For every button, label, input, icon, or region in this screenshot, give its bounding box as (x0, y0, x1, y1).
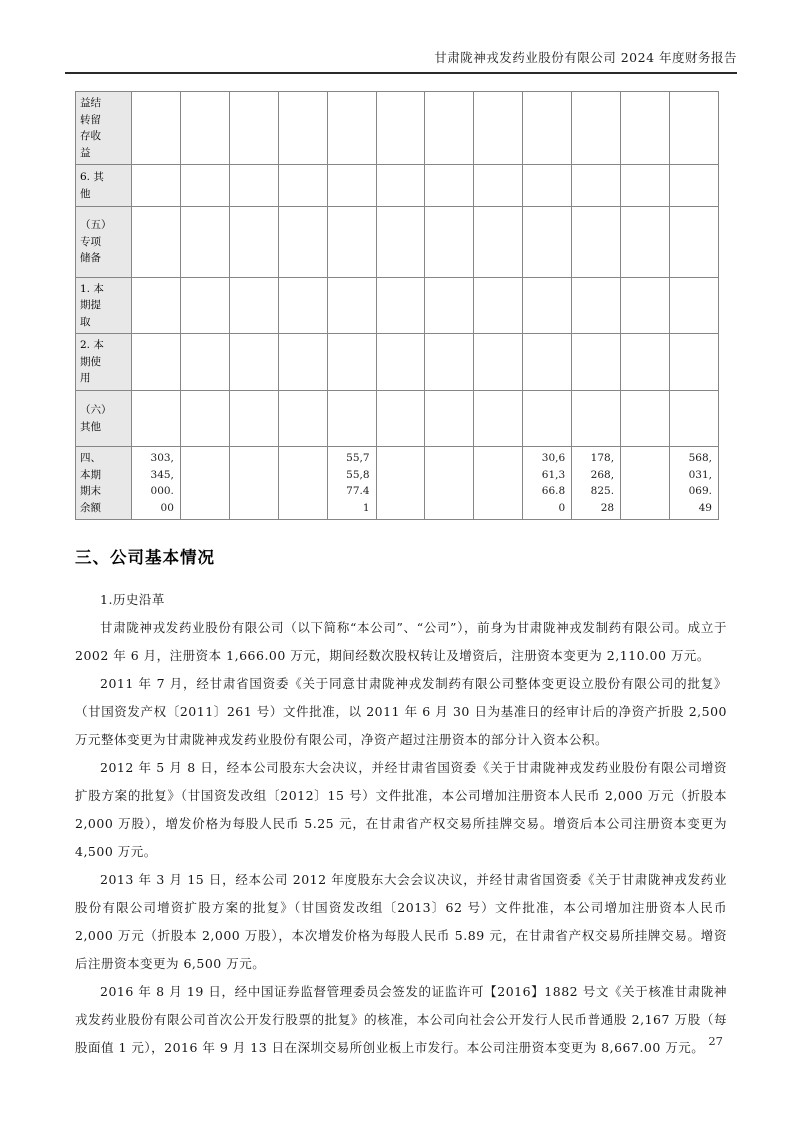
page-header (65, 50, 737, 74)
table-cell (327, 334, 376, 391)
table-cell (132, 391, 181, 447)
body-paragraph: 2016 年 8 月 19 日，经中国证券监督管理委员会签发的证监许可【2016】1882 号文《关于核准甘肃陇神戎发药业股份有限公司首次公开发行股票的批复》的核准，本公司向社会公开发行人民币普通股 2,167 万股（每股面值 1 元），2016 年 9 月 13 日在深圳交易所创业板上市发行。本公司注册资本变更为 8,667.00 万元。 (75, 984, 727, 1055)
table-cell (376, 207, 425, 278)
table-cell (669, 391, 718, 447)
table-cell (669, 207, 718, 278)
table-cell (180, 391, 229, 447)
table-cell (669, 165, 718, 207)
equity-change-table (75, 91, 719, 520)
table-cell (132, 207, 181, 278)
table-cell (669, 92, 718, 165)
table-cell (376, 391, 425, 447)
table-cell (229, 278, 278, 334)
row-label (76, 391, 132, 447)
table-row (76, 165, 719, 207)
table-cell (474, 278, 523, 334)
table-cell (523, 165, 572, 207)
table-cell (474, 207, 523, 278)
row-label-text: 6. 其他 (80, 171, 104, 200)
table-cell (425, 278, 474, 334)
table-cell (376, 165, 425, 207)
table-cell (621, 391, 670, 447)
table-cell (474, 391, 523, 447)
table-cell (621, 447, 670, 520)
table-cell (572, 334, 621, 391)
table-cell (474, 334, 523, 391)
table-row (76, 334, 719, 391)
table-cell (132, 334, 181, 391)
row-label (76, 334, 132, 391)
table-cell (425, 92, 474, 165)
table-cell (327, 207, 376, 278)
table-cell (523, 391, 572, 447)
table-cell (132, 278, 181, 334)
section-heading: 三、公司基本情况 (75, 549, 215, 567)
table-cell (425, 447, 474, 520)
table-cell (621, 92, 670, 165)
row-label-text: 四、本期期末余额 (80, 452, 101, 514)
table-row (76, 447, 719, 520)
table-cell (132, 92, 181, 165)
table-cell (180, 447, 229, 520)
table-cell (278, 92, 327, 165)
page-number: 27 (708, 1034, 723, 1048)
table-cell (278, 334, 327, 391)
row-label (76, 165, 132, 207)
table-cell (621, 207, 670, 278)
table-cell (523, 92, 572, 165)
header-title: 甘肃陇神戎发药业股份有限公司 2024 年度财务报告 (434, 50, 737, 65)
row-label-text: （五）专项储备 (80, 219, 112, 265)
table-cell (180, 165, 229, 207)
table-cell (425, 207, 474, 278)
table-cell (425, 165, 474, 207)
table-cell (327, 165, 376, 207)
table-cell (425, 391, 474, 447)
table-cell: 303,345,000.00 (132, 447, 181, 520)
table-cell (621, 334, 670, 391)
table-cell (278, 391, 327, 447)
table-cell (523, 207, 572, 278)
table-cell (572, 165, 621, 207)
table-cell (278, 278, 327, 334)
row-label-text: 益结转留存收益 (80, 97, 101, 159)
table-cell (669, 334, 718, 391)
history-paragraphs (75, 614, 727, 1062)
table-cell (669, 278, 718, 334)
table-row (76, 391, 719, 447)
table-cell (621, 278, 670, 334)
table-cell: 55,755,877.41 (327, 447, 376, 520)
table-cell (474, 165, 523, 207)
row-label (76, 447, 132, 520)
table-cell (229, 207, 278, 278)
row-label (76, 278, 132, 334)
table-row (76, 92, 719, 165)
body-paragraph: 2013 年 3 月 15 日，经本公司 2012 年度股东大会会议决议，并经甘肃省国资委《关于甘肃陇神戎发药业股份有限公司增资扩股方案的批复》（甘国资发改组〔2013〕62 号）文件批准，本公司增加注册资本人民币 2,000 万元（折股本 2,000 万股），本次增发价格为每股人民币 5.89 元，在甘肃省产权交易所挂牌交易。增资后注册资本变更为 6,500 万元。 (75, 872, 727, 971)
table-row (76, 207, 719, 278)
table-cell (229, 447, 278, 520)
table-cell (229, 334, 278, 391)
table-cell (376, 278, 425, 334)
table-cell: 178,268,825.28 (572, 447, 621, 520)
table-cell (376, 334, 425, 391)
table-cell (229, 165, 278, 207)
table-cell (376, 447, 425, 520)
table-cell (180, 278, 229, 334)
table-cell (572, 278, 621, 334)
subsection-title: 1.历史沿革 (100, 592, 165, 607)
table-cell (572, 92, 621, 165)
table-cell (327, 278, 376, 334)
table-cell (327, 92, 376, 165)
row-label-text: 2. 本期使用 (80, 339, 104, 385)
table-cell (278, 207, 327, 278)
table-cell: 568,031,069.49 (669, 447, 718, 520)
body-paragraph: 甘肃陇神戎发药业股份有限公司（以下简称“本公司”、“公司”），前身为甘肃陇神戎发制药有限公司。成立于 2002 年 6 月，注册资本 1,666.00 万元，期间经数次股权转让及增资后，注册资本变更为 2,110.00 万元。 (75, 620, 727, 663)
table-cell (572, 207, 621, 278)
table-row (76, 278, 719, 334)
table-cell (621, 165, 670, 207)
table-cell (376, 92, 425, 165)
table-cell (278, 447, 327, 520)
body-paragraph: 2012 年 5 月 8 日，经本公司股东大会决议，并经甘肃省国资委《关于甘肃陇神戎发药业股份有限公司增资扩股方案的批复》（甘国资发改组〔2012〕15 号）文件批准，本公司增加注册资本人民币 2,000 万元（折股本 2,000 万股），增发价格为每股人民币 5.25 元，在甘肃省产权交易所挂牌交易。增资后本公司注册资本变更为 4,500 万元。 (75, 760, 727, 859)
table-cell (327, 391, 376, 447)
table-cell (523, 278, 572, 334)
table-cell (180, 334, 229, 391)
table-cell (229, 92, 278, 165)
table-cell (180, 207, 229, 278)
table-cell (474, 92, 523, 165)
table-cell (474, 447, 523, 520)
row-label-text: （六）其他 (80, 404, 112, 433)
equity-table-body (76, 92, 719, 520)
table-cell (425, 334, 474, 391)
row-label (76, 92, 132, 165)
row-label (76, 207, 132, 278)
table-cell (572, 391, 621, 447)
history-section (75, 586, 727, 1062)
table-cell: 30,661,366.80 (523, 447, 572, 520)
table-cell (229, 391, 278, 447)
table-cell (523, 334, 572, 391)
table-cell (132, 165, 181, 207)
body-paragraph: 2011 年 7 月，经甘肃省国资委《关于同意甘肃陇神戎发制药有限公司整体变更设立股份有限公司的批复》（甘国资发产权〔2011〕261 号）文件批准，以 2011 年 6 月 30 日为基准日的经审计后的净资产折股 2,500 万元整体变更为甘肃陇神戎发药业股份有限公司，净资产超过注册资本的部分计入资本公积。 (75, 676, 727, 747)
row-label-text: 1. 本期提取 (80, 282, 104, 328)
table-cell (180, 92, 229, 165)
table-cell (278, 165, 327, 207)
